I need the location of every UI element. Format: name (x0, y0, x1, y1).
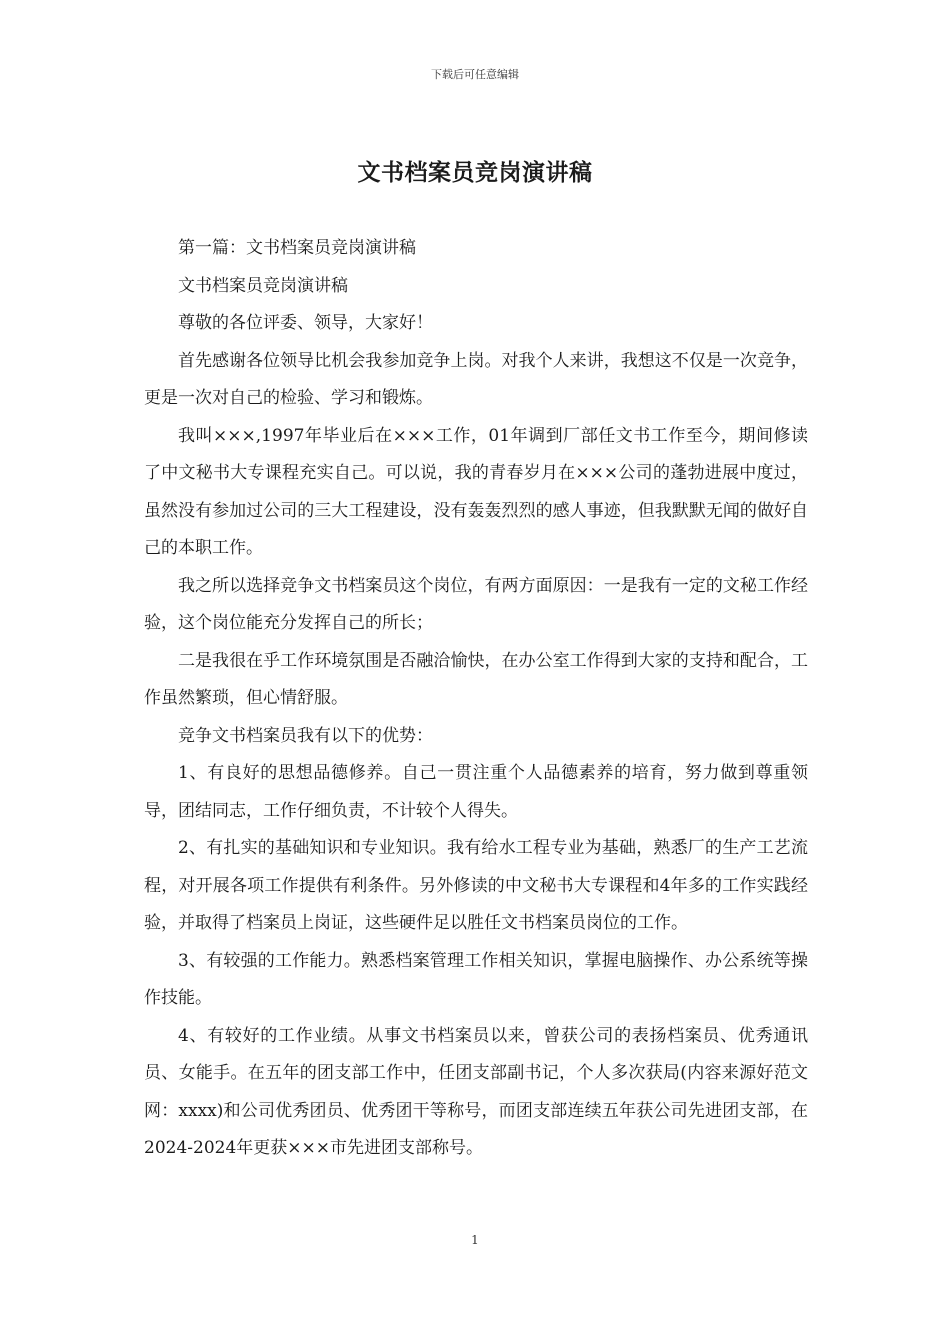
paragraph: 二是我很在乎工作环境氛围是否融洽愉快，在办公室工作得到大家的支持和配合，工作虽然繁琐，但心情舒服。 (144, 650, 808, 708)
paragraph: 首先感谢各位领导比机会我参加竞争上岗。对我个人来讲，我想这不仅是一次竞争，更是一次对自己的检验、学习和锻炼。 (144, 350, 808, 408)
paragraph-list-item: 1、有良好的思想品德修养。自己一贯注重个人品德素养的培育，努力做到尊重领导，团结同志，工作仔细负责，不计较个人得失。 (144, 763, 808, 821)
paragraph-greeting: 尊敬的各位评委、领导，大家好！ (178, 313, 433, 333)
header-download-note: 下载后可任意编辑 (431, 68, 519, 81)
paragraph-list-item: 4、有较好的工作业绩。从事文书档案员以来，曾获公司的表扬档案员、优秀通讯员、女能手。在五年的团支部工作中，任团支部副书记，个人多次获局(内容来源好范文网：xxxx)和公司优秀团员、优秀团干等称号，而团支部连续五年获公司先进团支部，在2024-2024年更获×××市先进团支部称号。 (144, 1025, 808, 1158)
document-title: 文书档案员竞岗演讲稿 (357, 159, 593, 186)
paragraph-list-item: 3、有较强的工作能力。熟悉档案管理工作相关知识，掌握电脑操作、办公系统等操作技能。 (144, 950, 808, 1008)
paragraph-section-heading: 第一篇：文书档案员竞岗演讲稿 (178, 238, 416, 258)
paragraph: 竞争文书档案员我有以下的优势： (178, 725, 433, 746)
page-number: 1 (471, 1233, 479, 1247)
paragraph: 我之所以选择竞争文书档案员这个岗位，有两方面原因：一是我有一定的文秘工作经验，这个岗位能充分发挥自己的所长； (144, 575, 808, 633)
document-body (144, 230, 808, 1168)
paragraph-subtitle: 文书档案员竞岗演讲稿 (178, 275, 348, 296)
paragraph-list-item: 2、有扎实的基础知识和专业知识。我有给水工程专业为基础，熟悉厂的生产工艺流程，对开展各项工作提供有利条件。另外修读的中文秘书大专课程和4年多的工作实践经验，并取得了档案员上岗证，这些硬件足以胜任文书档案员岗位的工作。 (144, 838, 808, 933)
paragraph: 我叫×××,1997年毕业后在×××工作，01年调到厂部任文书工作至今，期间修读了中文秘书大专课程充实自己。可以说，我的青春岁月在×××公司的蓬勃进展中度过，虽然没有参加过公司的三大工程建设，没有轰轰烈烈的感人事迹，但我默默无闻的做好自己的本职工作。 (144, 425, 808, 558)
